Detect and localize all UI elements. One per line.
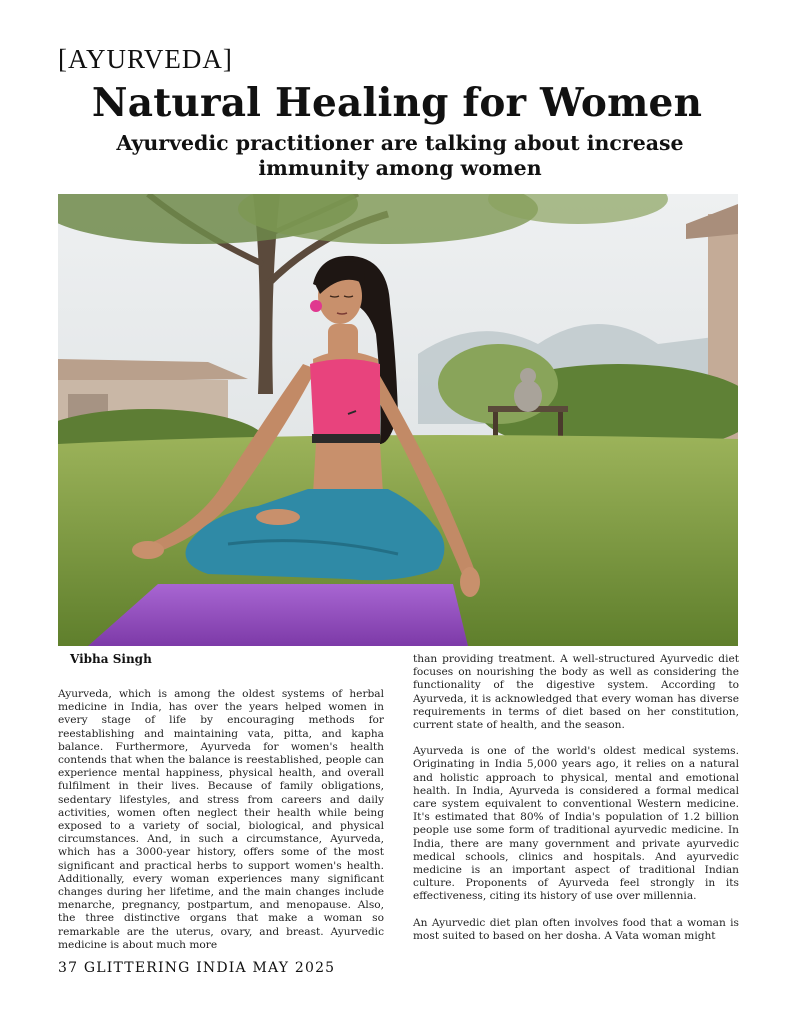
- page-footer: [58, 960, 335, 976]
- body-paragraph: than providing treatment. A well-structured Ayurvedic diet focuses on nourishing the body as well as considering the functionality of the digestive system. According to Ayurveda, it is acknowledged that every woman has diverse requirements in terms of diet based on her constitution, current state of health, and the season.: [413, 653, 739, 732]
- article-byline: Vibha Singh: [70, 652, 152, 666]
- body-column-right: [413, 653, 739, 956]
- publication-name: GLITTERING INDIA MAY 2025: [83, 960, 336, 976]
- body-column-left: [58, 688, 384, 965]
- page-number: 37: [58, 960, 79, 976]
- woman-meditating-lotus-pose-icon: [58, 194, 738, 646]
- body-paragraph: Ayurveda, which is among the oldest systems of herbal medicine in India, has over the years helped women in every stage of life by encouraging methods for reestablishing and maintaining vata, pitta, and kapha balance. Furthermore, Ayurveda for women's health contends that when the balance is reestablished, people can experience mental happiness, physical health, and overall fulfilment in their lives. Because of family obligations, sedentary lifestyles, and stress from careers and daily activities, women often neglect their health while being exposed to a variety of social, biological, and physical circumstances. And, in such a circumstance, Ayurveda, which has a 3000-year history, offers some of the most significant and practical herbs to support women's health. Additionally, every woman experiences many significant changes during her lifetime, and the main changes include menarche, pregnancy, postpartum, and menopause. Also, the three distinctive organs that make a woman so remarkable are the uterus, ovary, and breast. Ayurvedic medicine is about much more: [58, 688, 384, 951]
- body-paragraph: An Ayurvedic diet plan often involves food that a woman is most suited to based on her dosha. A Vata woman might: [413, 916, 739, 942]
- hero-photo: [58, 194, 738, 646]
- article-title: Natural Healing for Women: [91, 80, 703, 126]
- article-subtitle: Ayurvedic practitioner are talking about increase immunity among women: [116, 131, 684, 180]
- body-paragraph: Ayurveda is one of the world's oldest medical systems. Originating in India 5,000 years ago, it relies on a natural and holistic approach to physical, mental and emotional health. In India, Ayurveda is considered a formal medical care system equivalent to conventional Western medicine. It's estimated that 80% of India's population of 1.2 billion people use some form of traditional ayurvedic medicine. In India, there are many government and private ayurvedic medical schools, clinics and hospitals. And ayurvedic medicine is an important aspect of traditional Indian culture. Proponents of Ayurveda feel strongly in its effectiveness, citing its history of use over millennia.: [413, 745, 739, 903]
- section-tag: [AYURVEDA]: [58, 44, 233, 74]
